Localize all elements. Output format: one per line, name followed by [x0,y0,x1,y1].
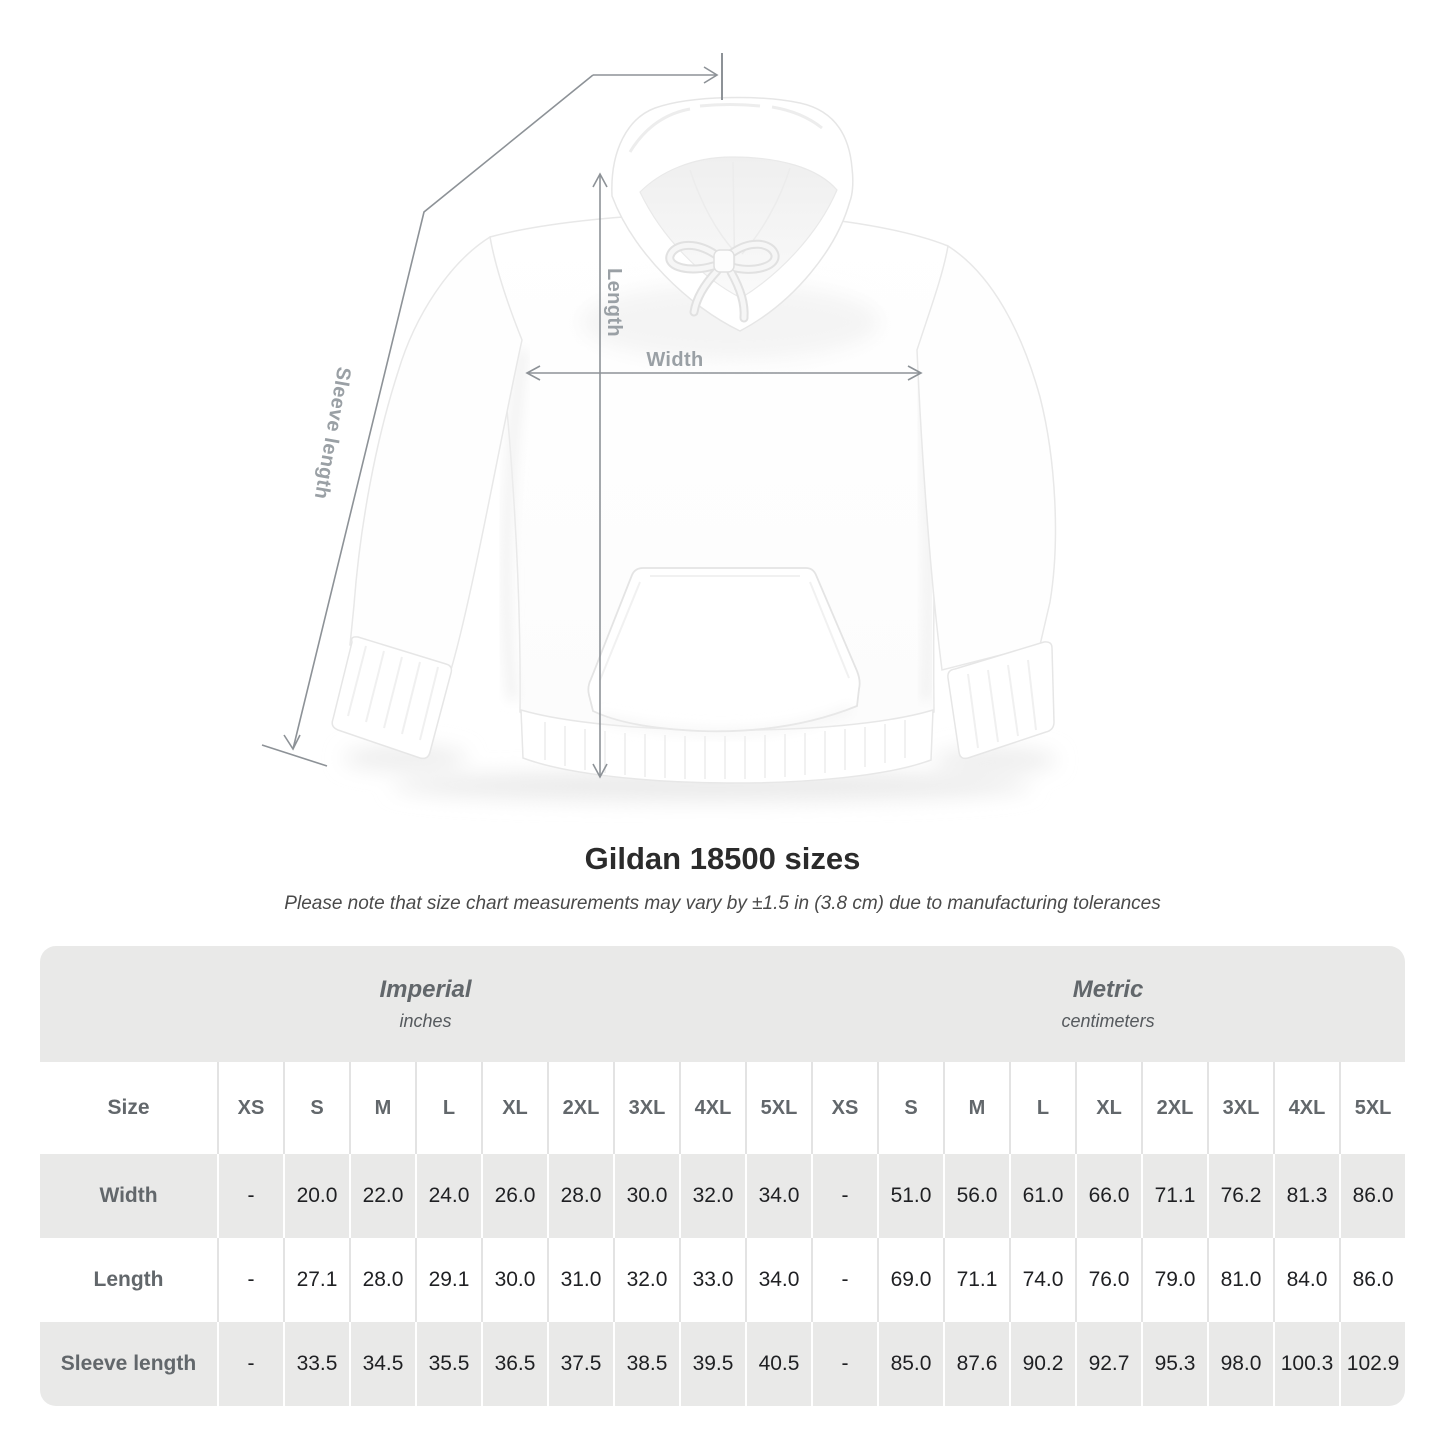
value-cell: 90.2 [1009,1322,1075,1406]
value-cell: - [811,1322,877,1406]
units-header-row [40,946,1405,1062]
kangaroo-pocket [588,568,859,732]
value-cell: 71.1 [1141,1154,1207,1238]
value-cell: 87.6 [943,1322,1009,1406]
value-cell: 37.5 [547,1322,613,1406]
value-cell: 56.0 [943,1154,1009,1238]
value-cell: 39.5 [679,1322,745,1406]
value-cell: 38.5 [613,1322,679,1406]
value-cell: 27.1 [283,1238,349,1322]
value-cell: 28.0 [547,1154,613,1238]
sleeve-length-label: Sleeve length [309,365,355,502]
size-header-label: Size [40,1062,217,1154]
table-row-sleeve-length [40,1322,1405,1406]
value-cell: - [217,1154,283,1238]
value-cell: 29.1 [415,1238,481,1322]
size-col-header: 4XL [1273,1062,1339,1154]
row-label: Length [40,1238,217,1322]
value-cell: 51.0 [877,1154,943,1238]
metric-header-cell [811,946,1405,1062]
value-cell: 100.3 [1273,1322,1339,1406]
value-cell: 30.0 [481,1238,547,1322]
size-header-row [40,1062,1405,1154]
row-label: Width [40,1154,217,1238]
value-cell: 74.0 [1009,1238,1075,1322]
table-row-length [40,1238,1405,1322]
value-cell: 86.0 [1339,1154,1405,1238]
value-cell: 26.0 [481,1154,547,1238]
size-col-header: XS [811,1062,877,1154]
hoodie-illustration [332,98,1055,784]
imperial-title: Imperial [379,975,472,1003]
value-cell: 81.3 [1273,1154,1339,1238]
tolerance-note: Please note that size chart measurements may vary by ±1.5 in (3.8 cm) due to manufacturing tolerances [284,893,1161,914]
value-cell: 66.0 [1075,1154,1141,1238]
metric-unit: centimeters [1061,1011,1155,1032]
size-col-header: L [1009,1062,1075,1154]
right-sleeve [917,246,1055,758]
value-cell: 28.0 [349,1238,415,1322]
value-cell: 69.0 [877,1238,943,1322]
value-cell: 30.0 [613,1154,679,1238]
imperial-header-cell [40,946,811,1062]
size-table-container [40,946,1405,1406]
size-col-header: 4XL [679,1062,745,1154]
value-cell: - [811,1238,877,1322]
value-cell: 102.9 [1339,1322,1405,1406]
value-cell: 71.1 [943,1238,1009,1322]
value-cell: - [811,1154,877,1238]
left-sleeve [332,237,522,758]
size-col-header: M [349,1062,415,1154]
size-col-header: 2XL [547,1062,613,1154]
value-cell: - [217,1322,283,1406]
length-label: Length [603,268,625,338]
size-col-header: XL [481,1062,547,1154]
size-col-header: 3XL [1207,1062,1273,1154]
value-cell: 84.0 [1273,1238,1339,1322]
value-cell: 24.0 [415,1154,481,1238]
size-col-header: 3XL [613,1062,679,1154]
value-cell: 33.0 [679,1238,745,1322]
value-cell: 34.0 [745,1238,811,1322]
value-cell: 36.5 [481,1322,547,1406]
value-cell: 31.0 [547,1238,613,1322]
value-cell: 86.0 [1339,1238,1405,1322]
size-table [40,946,1405,1406]
page-title: Gildan 18500 sizes [584,841,861,876]
table-row-width [40,1154,1405,1238]
value-cell: 35.5 [415,1322,481,1406]
imperial-unit: inches [399,1011,452,1032]
size-col-header: L [415,1062,481,1154]
value-cell: 33.5 [283,1322,349,1406]
value-cell: 61.0 [1009,1154,1075,1238]
size-col-header: S [283,1062,349,1154]
value-cell: 32.0 [613,1238,679,1322]
width-label: Width [646,349,704,371]
value-cell: 81.0 [1207,1238,1273,1322]
value-cell: 98.0 [1207,1322,1273,1406]
size-col-header: 5XL [1339,1062,1405,1154]
value-cell: 34.0 [745,1154,811,1238]
size-col-header: 2XL [1141,1062,1207,1154]
size-col-header: XS [217,1062,283,1154]
value-cell: 34.5 [349,1322,415,1406]
value-cell: 95.3 [1141,1322,1207,1406]
value-cell: 22.0 [349,1154,415,1238]
row-label: Sleeve length [40,1322,217,1406]
size-col-header: XL [1075,1062,1141,1154]
size-col-header: S [877,1062,943,1154]
value-cell: 40.5 [745,1322,811,1406]
metric-title: Metric [1072,975,1144,1003]
value-cell: - [217,1238,283,1322]
value-cell: 32.0 [679,1154,745,1238]
value-cell: 79.0 [1141,1238,1207,1322]
value-cell: 85.0 [877,1322,943,1406]
size-col-header: 5XL [745,1062,811,1154]
value-cell: 92.7 [1075,1322,1141,1406]
value-cell: 76.0 [1075,1238,1141,1322]
size-col-header: M [943,1062,1009,1154]
value-cell: 76.2 [1207,1154,1273,1238]
value-cell: 20.0 [283,1154,349,1238]
